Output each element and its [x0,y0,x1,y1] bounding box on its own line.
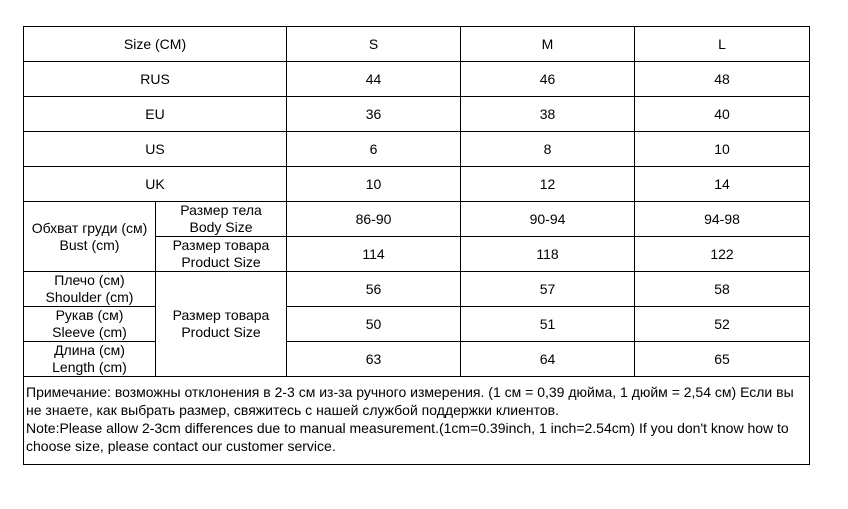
table-row-bust-body [24,202,810,237]
product-group-label-en: Product Size [181,324,261,340]
table-cell: 63 [287,342,461,377]
table-cell: 12 [461,167,635,202]
body-size-label-ru: Размер тела [180,202,262,218]
sleeve-label [24,307,156,342]
table-cell: 36 [287,97,461,132]
table-cell: 64 [461,342,635,377]
table-cell: 44 [287,62,461,97]
table-row-length [24,342,810,377]
body-size-label-en: Body Size [189,219,253,235]
table-cell: 65 [635,342,810,377]
table-cell: 14 [635,167,810,202]
bust-label [24,202,156,272]
length-label-en: Length (cm) [52,359,127,375]
table-row-rus [24,62,810,97]
body-size-label [156,202,287,237]
table-cell: 10 [635,132,810,167]
table-cell: 118 [461,237,635,272]
size-header-m: M [461,27,635,62]
table-cell: 56 [287,272,461,307]
product-size-label [156,237,287,272]
table-cell: 40 [635,97,810,132]
table-cell: 8 [461,132,635,167]
row-label-us: US [24,132,287,167]
row-label-rus: RUS [24,62,287,97]
row-label-uk: UK [24,167,287,202]
shoulder-label [24,272,156,307]
measurement-note [24,377,810,465]
table-row-sleeve [24,307,810,342]
table-cell: 52 [635,307,810,342]
table-cell: 51 [461,307,635,342]
shoulder-label-ru: Плечо (см) [54,272,125,288]
size-header-label: Size (CM) [24,27,287,62]
note-ru-line-1: Примечание: возможны отклонения в 2-3 см из-за ручного измерения. (1 см = 0,39 дюйма, 1 дюйм = 2,54 см) Если вы [26,384,794,400]
size-header-s: S [287,27,461,62]
length-label [24,342,156,377]
table-cell: 122 [635,237,810,272]
table-cell: 57 [461,272,635,307]
table-cell: 86-90 [287,202,461,237]
table-row-eu [24,97,810,132]
note-en-line-1: Note:Please allow 2-3cm differences due to manual measurement.(1cm=0.39inch, 1 inch=2.54cm) If you don't know how to [26,420,789,436]
sleeve-label-en: Sleeve (cm) [52,324,127,340]
product-group-label [156,272,287,377]
sleeve-label-ru: Рукав (см) [55,307,124,323]
product-size-label-ru: Размер товара [172,237,270,253]
table-cell: 94-98 [635,202,810,237]
length-label-ru: Длина (см) [54,342,125,358]
table-row-uk [24,167,810,202]
table-cell: 90-94 [461,202,635,237]
note-ru-line-2: не знаете, как выбрать размер, свяжитесь с нашей службой поддержки клиентов. [26,402,560,418]
note-row [24,377,810,465]
table-cell: 6 [287,132,461,167]
bust-label-ru: Обхват груди (см) [31,219,148,236]
table-cell: 46 [461,62,635,97]
table-cell: 48 [635,62,810,97]
table-cell: 38 [461,97,635,132]
row-label-eu: EU [24,97,287,132]
table-row-shoulder [24,272,810,307]
size-header-l: L [635,27,810,62]
product-size-label-en: Product Size [181,254,261,270]
note-en-line-2: choose size, please contact our customer service. [26,438,336,454]
table-cell: 50 [287,307,461,342]
table-cell: 58 [635,272,810,307]
size-chart-table [23,26,810,465]
shoulder-label-en: Shoulder (cm) [45,289,134,305]
product-group-label-ru: Размер товара [172,307,270,323]
table-row-us [24,132,810,167]
header-row [24,27,810,62]
table-cell: 10 [287,167,461,202]
table-cell: 114 [287,237,461,272]
bust-label-en: Bust (cm) [59,236,120,253]
